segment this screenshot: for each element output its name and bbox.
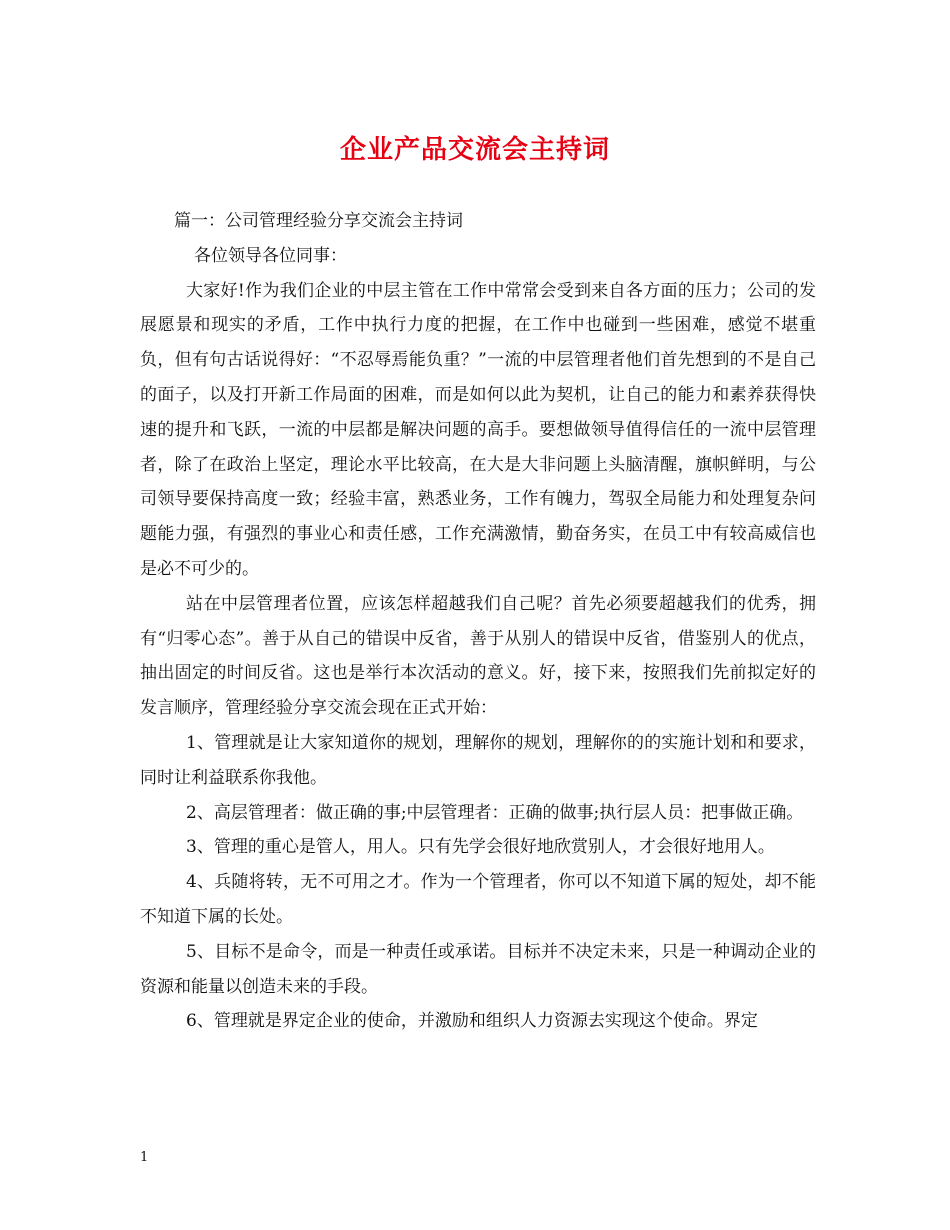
section-heading: 篇一：公司管理经验分享交流会主持词 [174, 211, 463, 231]
body-paragraph-opening: 站在中层管理者位置，应该怎样超越我们自己呢？首先必须要超越我们的优秀，拥有“归零心态”。善于从自己的错误中反省，善于从别人的错误中反省，借鉴别人的优点，抽出固定的时间反省。这也是举行本次活动的意义。好，接下来，按照我们先前拟定好的发言顺序，管理经验分享交流会现在正式开始： [140, 593, 816, 719]
list-item-2: 2、高层管理者：做正确的事;中层管理者：正确的做事;执行层人员：把事做正确。 [186, 802, 804, 823]
body-paragraph-intro: 大家好!作为我们企业的中层主管在工作中常常会受到来自各方面的压力；公司的发展愿景和现实的矛盾，工作中执行力度的把握，在工作中也碰到一些困难，感觉不堪重负，但有句古话说得好：“不忍辱焉能负重？”一流的中层管理者他们首先想到的不是自己的面子，以及打开新工作局面的困难，而是如何以此为契机，让自己的能力和素养获得快速的提升和飞跃，一流的中层都是解决问题的高手。要想做领导值得信任的一流中层管理者，除了在政治上坚定，理论水平比较高，在大是大非问题上头脑清醒，旗帜鲜明，与公司领导要保持高度一致；经验丰富，熟悉业务，工作有魄力，驾驭全局能力和处理复杂问题能力强，有强烈的事业心和责任感，工作充满激情，勤奋务实，在员工中有较高威信也是必不可少的。 [140, 280, 816, 579]
salutation: 各位领导各位同事： [194, 245, 347, 266]
document-title: 企业产品交流会主持词 [339, 135, 610, 165]
document-body [140, 204, 816, 1039]
list-item-3: 3、管理的重心是管人，用人。只有先学会很好地欣赏别人，才会很好地用人。 [186, 837, 775, 858]
list-item-1: 1、管理就是让大家知道你的规划，理解你的规划，理解你的的实施计划和和要求，同时让利益联系你我他。 [140, 732, 816, 788]
list-item-6: 6、管理就是界定企业的使命，并激励和组织人力资源去实现这个使命。界定 [186, 1011, 758, 1032]
page-number: 1 [140, 1150, 149, 1165]
list-item-4: 4、兵随将转，无不可用之才。作为一个管理者，你可以不知道下属的短处，却不能不知道下属的长处。 [140, 872, 816, 927]
list-item-5: 5、目标不是命令，而是一种责任或承诺。目标并不决定未来，只是一种调动企业的资源和能量以创造未来的手段。 [140, 941, 816, 997]
